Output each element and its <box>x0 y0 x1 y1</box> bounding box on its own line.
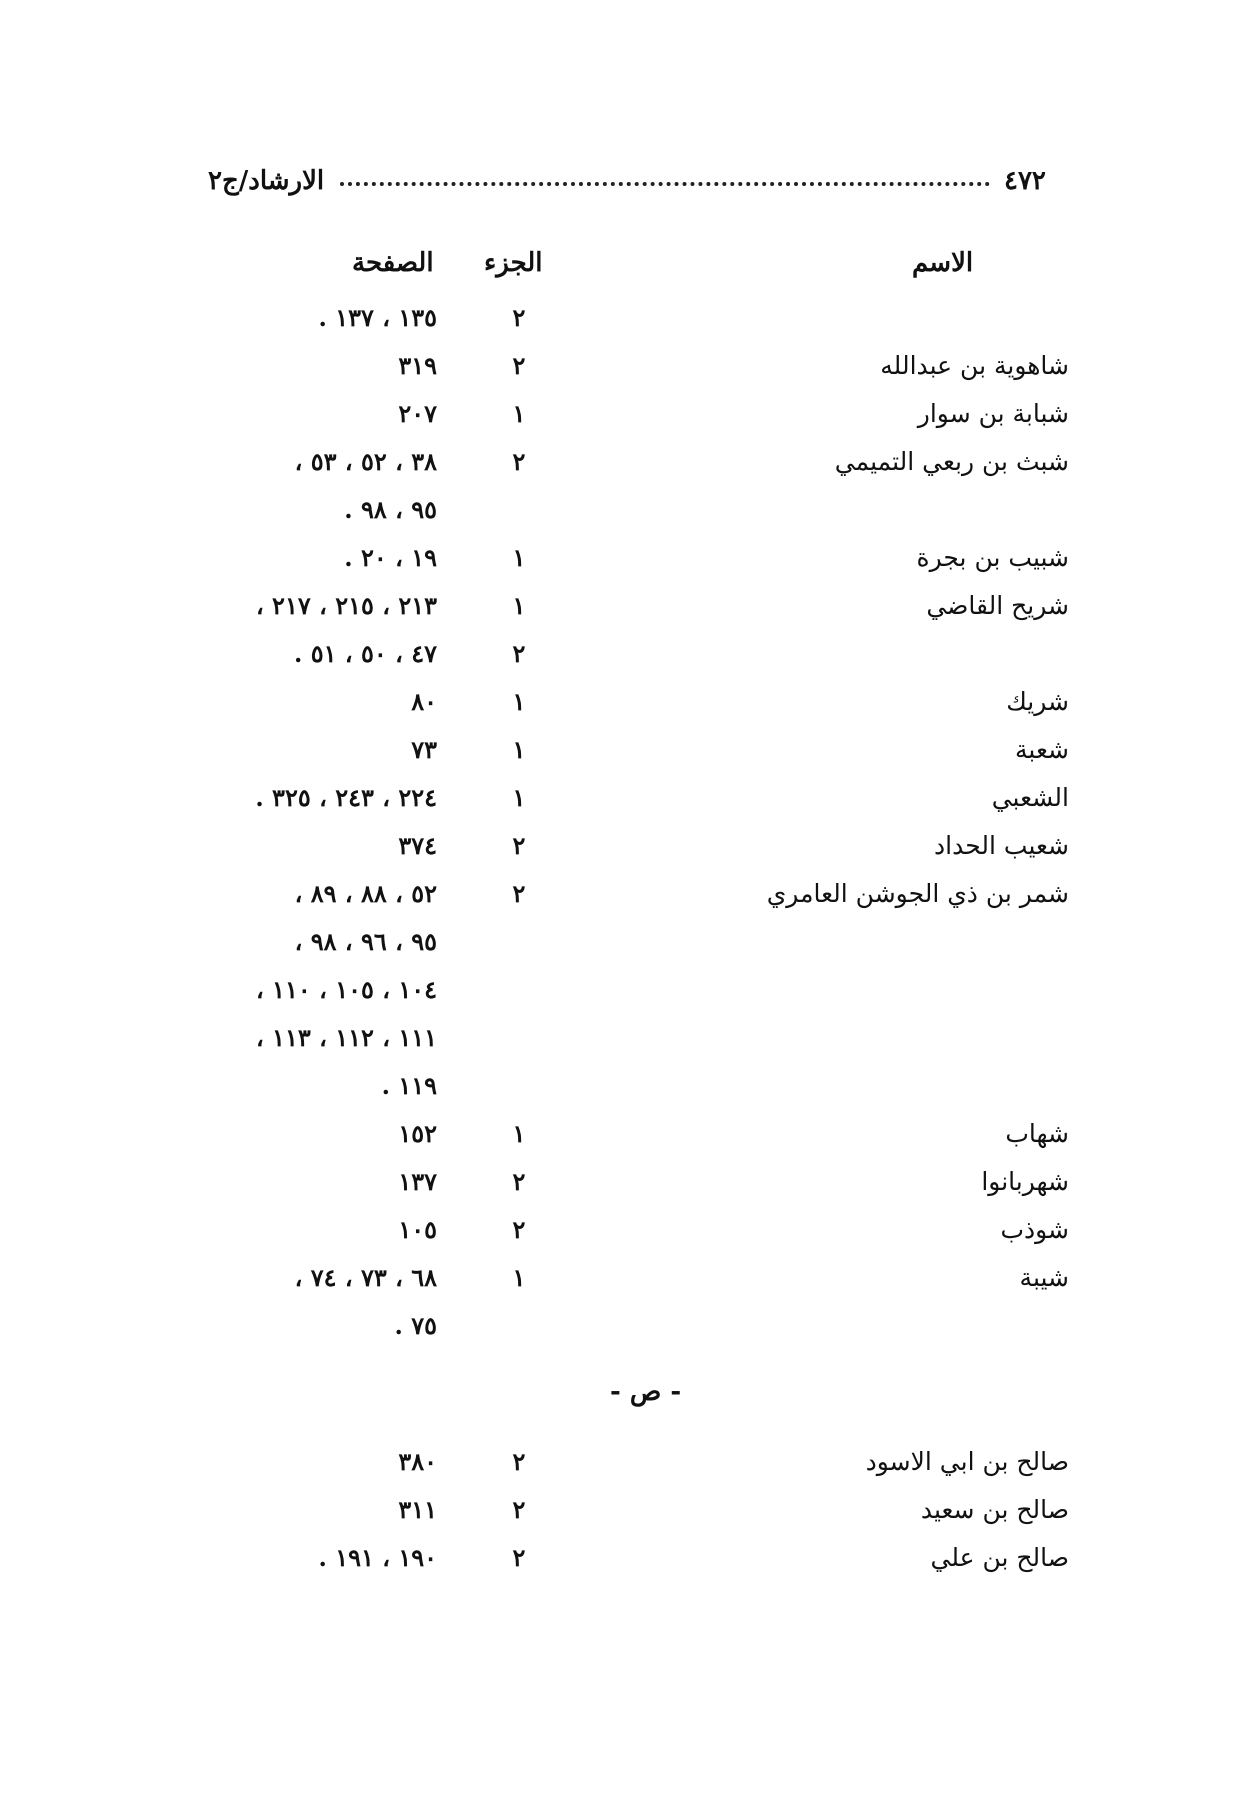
entry-name: صالح بن ابي الاسود <box>865 1447 1069 1476</box>
entry-pages: ٥٢ ، ٨٨ ، ٨٩ ، <box>294 879 437 908</box>
section-heading: - ص - <box>610 1377 682 1407</box>
column-header-volume: الجزء <box>484 248 543 278</box>
entry-pages: ١٩٠ ، ١٩١ . <box>318 1543 437 1572</box>
book-title: الارشاد/ج٢ <box>208 166 325 196</box>
entry-volume: ٢ <box>512 1215 526 1244</box>
entry-pages: ٧٣ <box>411 735 437 764</box>
entry-pages: ٩٥ ، ٩٨ . <box>344 495 437 524</box>
entry-pages: ١١٩ . <box>381 1071 437 1100</box>
index-row <box>0 1023 1249 1063</box>
entry-volume: ١ <box>512 1119 526 1148</box>
entry-name: صالح بن سعيد <box>920 1495 1069 1524</box>
entry-name: شمر بن ذي الجوشن العامري <box>766 879 1069 908</box>
index-row <box>0 1311 1249 1351</box>
index-row <box>0 1263 1249 1303</box>
column-header-pages: الصفحة <box>352 248 434 278</box>
entry-pages: ١٩ ، ٢٠ . <box>344 543 437 572</box>
index-row <box>0 1119 1249 1159</box>
entry-volume: ٢ <box>512 303 526 332</box>
entry-pages: ٣٧٤ <box>398 831 437 860</box>
entry-pages: ١١١ ، ١١٢ ، ١١٣ ، <box>255 1023 437 1052</box>
index-row <box>0 783 1249 823</box>
entry-name: شريح القاضي <box>926 591 1069 620</box>
entry-volume: ٢ <box>512 1495 526 1524</box>
index-row <box>0 543 1249 583</box>
entry-volume: ١ <box>512 783 526 812</box>
entry-pages: ٢١٣ ، ٢١٥ ، ٢١٧ ، <box>255 591 437 620</box>
entry-name: شريك <box>1006 687 1069 716</box>
index-row <box>0 831 1249 871</box>
index-row <box>0 591 1249 631</box>
index-row <box>0 303 1249 343</box>
entry-pages: ٢٠٧ <box>398 399 437 428</box>
entry-pages: ١٣٥ ، ١٣٧ . <box>318 303 437 332</box>
entry-pages: ٦٨ ، ٧٣ ، ٧٤ ، <box>294 1263 437 1292</box>
entry-pages: ١٠٤ ، ١٠٥ ، ١١٠ ، <box>255 975 437 1004</box>
entry-name: شاهوية بن عبدالله <box>880 351 1069 380</box>
index-row <box>0 927 1249 967</box>
entry-name: شوذب <box>1000 1215 1069 1244</box>
entry-volume: ٢ <box>512 1167 526 1196</box>
entry-name: صالح بن علي <box>930 1543 1069 1572</box>
entry-name: شيبة <box>1019 1263 1069 1292</box>
index-row <box>0 351 1249 391</box>
entry-name: شعيب الحداد <box>934 831 1069 860</box>
index-row <box>0 735 1249 775</box>
index-row <box>0 1071 1249 1111</box>
entry-pages: ٣٨٠ <box>398 1447 437 1476</box>
entry-name: شهاب <box>1005 1119 1069 1148</box>
entry-volume: ١ <box>512 543 526 572</box>
entry-volume: ١ <box>512 735 526 764</box>
index-row <box>0 399 1249 439</box>
entry-volume: ٢ <box>512 1543 526 1572</box>
entry-pages: ٣٨ ، ٥٢ ، ٥٣ ، <box>294 447 437 476</box>
entry-volume: ١ <box>512 591 526 620</box>
index-row <box>0 639 1249 679</box>
index-row <box>0 1215 1249 1255</box>
entry-pages: ٧٥ . <box>394 1311 437 1340</box>
entry-pages: ٤٧ ، ٥٠ ، ٥١ . <box>294 639 437 668</box>
entry-volume: ٢ <box>512 879 526 908</box>
entry-name: شهربانوا <box>981 1167 1069 1196</box>
entry-volume: ٢ <box>512 447 526 476</box>
entry-pages: ٢٢٤ ، ٢٤٣ ، ٣٢٥ . <box>255 783 437 812</box>
page-number: ٤٧٢ <box>1004 166 1046 196</box>
entry-name: شبابة بن سوار <box>917 399 1069 428</box>
index-row <box>0 1447 1249 1487</box>
index-row <box>0 447 1249 487</box>
index-row <box>0 879 1249 919</box>
entry-name: شبيب بن بجرة <box>916 543 1069 572</box>
entry-pages: ٩٥ ، ٩٦ ، ٩٨ ، <box>294 927 437 956</box>
column-header-name: الاسم <box>912 248 974 278</box>
entry-name: الشعبي <box>991 783 1069 812</box>
entry-name: شبث بن ربعي التميمي <box>834 447 1069 476</box>
entry-volume: ١ <box>512 399 526 428</box>
index-row <box>0 687 1249 727</box>
header-leader-dots <box>340 176 990 186</box>
index-row <box>0 1495 1249 1535</box>
entry-pages: ٨٠ <box>411 687 437 716</box>
entry-volume: ٢ <box>512 831 526 860</box>
index-row <box>0 1543 1249 1583</box>
index-row <box>0 975 1249 1015</box>
index-row <box>0 495 1249 535</box>
entry-pages: ١٠٥ <box>398 1215 437 1244</box>
entry-volume: ١ <box>512 1263 526 1292</box>
index-row <box>0 1167 1249 1207</box>
entry-pages: ١٣٧ <box>398 1167 437 1196</box>
entry-volume: ١ <box>512 687 526 716</box>
entry-pages: ٣١٩ <box>398 351 437 380</box>
entry-volume: ٢ <box>512 639 526 668</box>
entry-volume: ٢ <box>512 1447 526 1476</box>
entry-volume: ٢ <box>512 351 526 380</box>
entry-pages: ٣١١ <box>398 1495 437 1524</box>
entry-name: شعبة <box>1015 735 1069 764</box>
entry-pages: ١٥٢ <box>398 1119 437 1148</box>
